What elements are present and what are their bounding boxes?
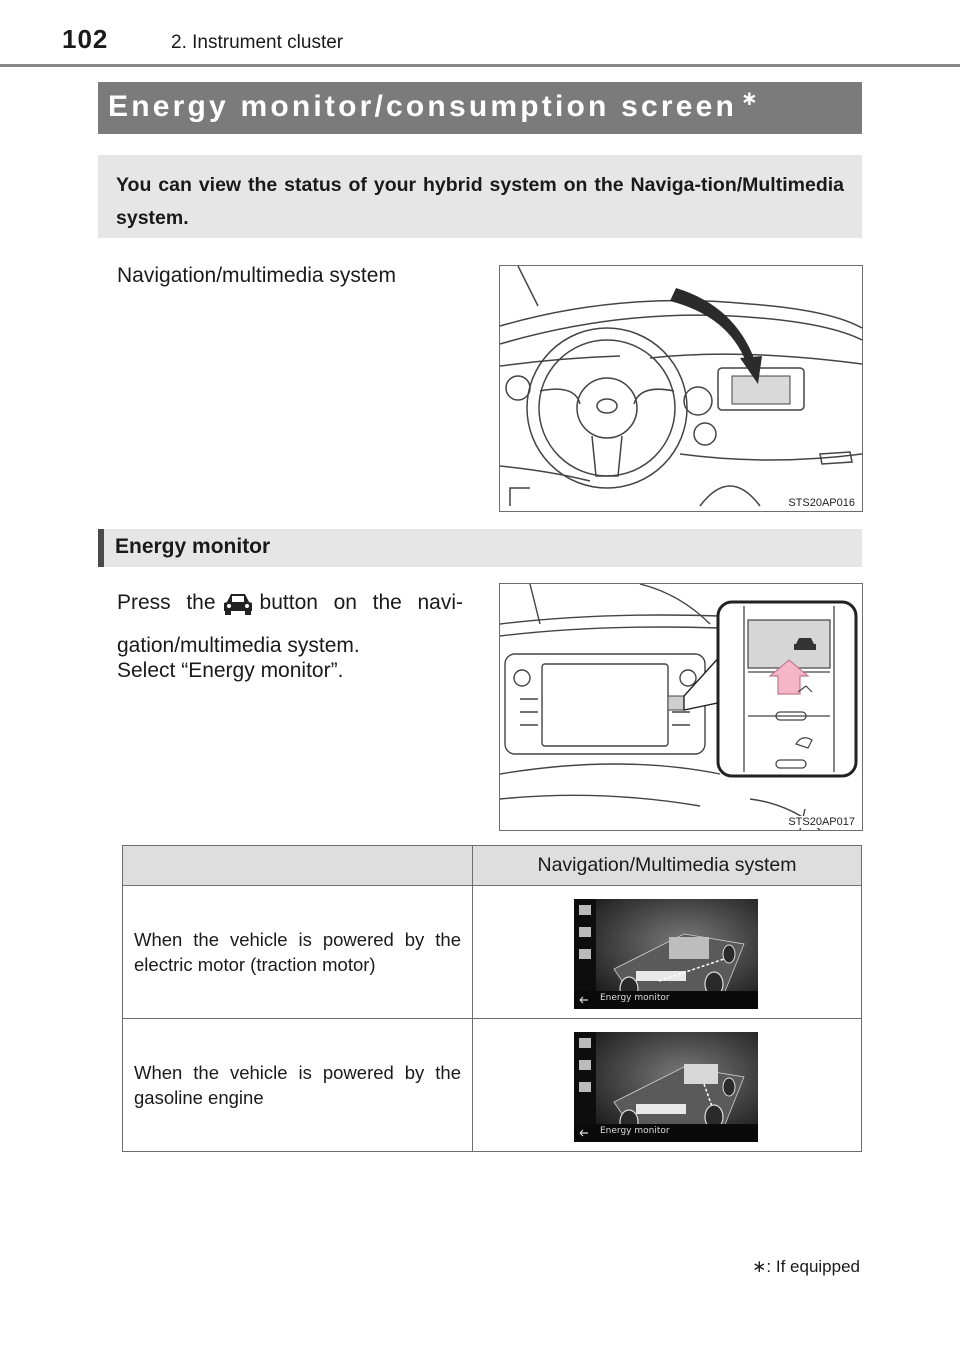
footnote-text: : If equipped	[766, 1257, 860, 1276]
table-header-blank	[123, 846, 473, 886]
table-header-row	[123, 846, 862, 886]
if-equipped-mark: ∗	[741, 88, 761, 110]
table-header: Navigation/Multimedia system	[473, 846, 862, 886]
step1-before: Press the	[117, 591, 216, 614]
intro-box	[98, 155, 862, 238]
intro-text: You can view the status of your hybrid system on the Naviga-tion/Multimedia system.	[116, 174, 844, 229]
footnote	[752, 1257, 860, 1277]
screen-label: Energy monitor	[600, 993, 670, 1003]
figure-code: STS20AP016	[788, 497, 855, 509]
row-label-gasoline: When the vehicle is powered by the gasoline engine	[123, 1019, 473, 1152]
page-number: 102	[62, 24, 109, 54]
header-divider	[0, 64, 960, 67]
button-location-illustration	[499, 583, 863, 831]
dashboard-illustration	[499, 265, 863, 512]
energy-monitor-screenshot-cell	[473, 886, 862, 1019]
chapter-title: 2. Instrument cluster	[171, 32, 344, 53]
table-row	[123, 886, 862, 1019]
energy-monitor-screenshot-cell	[473, 1019, 862, 1152]
energy-monitor-screenshot	[574, 899, 758, 1009]
button-location-drawing	[500, 584, 862, 830]
section-title-bar	[98, 82, 862, 134]
footnote-mark: ∗	[752, 1257, 767, 1276]
energy-monitor-table	[122, 845, 862, 1152]
table-row	[123, 1019, 862, 1152]
heading-accent	[98, 529, 104, 567]
car-icon	[222, 590, 254, 627]
figure-caption: Navigation/multimedia system	[117, 264, 396, 287]
energy-monitor-heading-bar	[98, 529, 862, 567]
section-title-text: Energy monitor/consumption screen	[108, 90, 738, 123]
section-title	[108, 90, 761, 124]
energy-monitor-heading: Energy monitor	[115, 535, 271, 558]
row-label-electric: When the vehicle is powered by the electric motor (traction motor)	[123, 886, 473, 1019]
dashboard-drawing	[500, 266, 862, 511]
step1-after: button on the navi-gation/multimedia system.	[117, 591, 463, 657]
step-select-energy-monitor: Select “Energy monitor”.	[117, 659, 344, 682]
energy-monitor-screenshot	[574, 1032, 758, 1142]
screen-label: Energy monitor	[600, 1126, 670, 1136]
figure-code-2: STS20AP017	[788, 816, 855, 828]
